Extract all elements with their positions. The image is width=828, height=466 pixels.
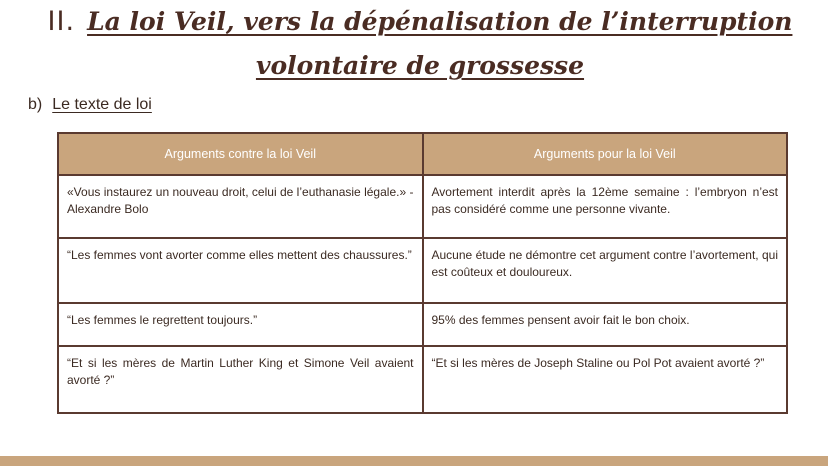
title-text-1: La loi Veil, vers la dépénalisation de l’interruption (87, 7, 793, 36)
table-row (58, 238, 787, 303)
subsection-letter: b) (28, 96, 43, 113)
subsection-heading (28, 96, 152, 114)
section-numeral: II. (47, 6, 76, 37)
title-text-2: volontaire de grossesse (255, 51, 585, 80)
table-header-row (58, 133, 787, 175)
footer-bar (0, 456, 828, 466)
cell-against: “Et si les mères de Martin Luther King et Simone Veil avaient avorté ?” (58, 346, 423, 413)
cell-for: Avortement interdit après la 12ème semaine : l’embryon n’est pas considéré comme une personne vivante. (423, 175, 788, 238)
table-row (58, 346, 787, 413)
table-row (58, 175, 787, 238)
subsection-label: Le texte de loi (52, 96, 152, 113)
title-line-2 (40, 46, 800, 90)
title-line-1 (40, 2, 800, 46)
header-for: Arguments pour la loi Veil (423, 133, 788, 175)
cell-for: 95% des femmes pensent avoir fait le bon choix. (423, 303, 788, 346)
cell-for: Aucune étude ne démontre cet argument contre l’avortement, qui est coûteux et douloureux. (423, 238, 788, 303)
slide-title (40, 2, 800, 90)
cell-against: «Vous instaurez un nouveau droit, celui de l’euthanasie légale.» - Alexandre Bolo (58, 175, 423, 238)
table-row (58, 303, 787, 346)
cell-for: “Et si les mères de Joseph Staline ou Pol Pot avaient avorté ?” (423, 346, 788, 413)
header-against: Arguments contre la loi Veil (58, 133, 423, 175)
cell-against: “Les femmes le regrettent toujours.” (58, 303, 423, 346)
arguments-table (57, 132, 788, 414)
cell-against: “Les femmes vont avorter comme elles mettent des chaussures.” (58, 238, 423, 303)
